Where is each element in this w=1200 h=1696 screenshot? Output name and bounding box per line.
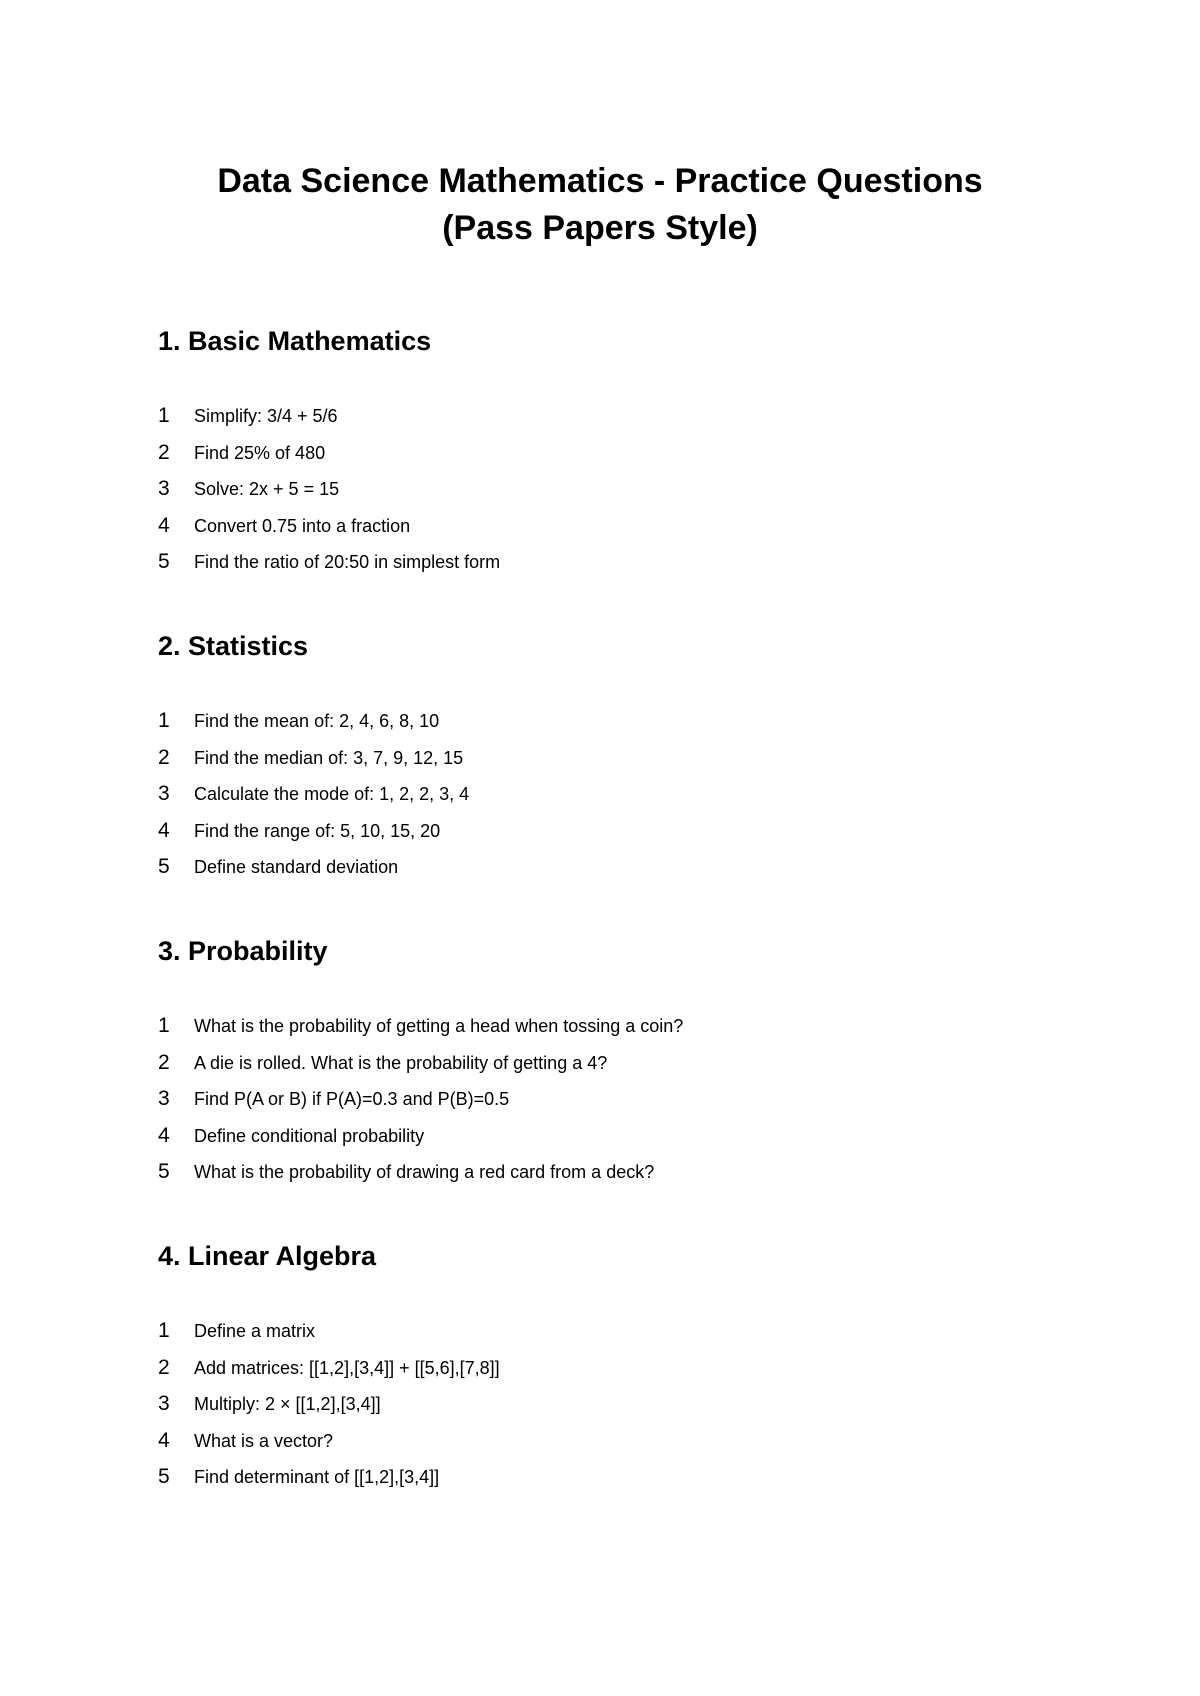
question-text: What is the probability of drawing a red card from a deck? bbox=[194, 1162, 655, 1182]
question-item bbox=[158, 1319, 1058, 1356]
question-item bbox=[158, 404, 1058, 441]
question-item bbox=[158, 1392, 1058, 1429]
question-text: Add matrices: [[1,2],[3,4]] + [[5,6],[7,8]] bbox=[194, 1357, 500, 1378]
question-item bbox=[158, 1124, 1058, 1161]
question-text: Simplify: 3/4 + 5/6 bbox=[194, 406, 338, 426]
question-text: Define conditional probability bbox=[194, 1125, 425, 1146]
section-linear-algebra bbox=[158, 1239, 1058, 1502]
question-text: Convert 0.75 into a fraction bbox=[194, 515, 411, 536]
section-heading: 2. Statistics bbox=[158, 631, 309, 661]
question-number: 1 bbox=[158, 1319, 170, 1342]
question-item bbox=[158, 819, 1058, 856]
question-item bbox=[158, 746, 1058, 783]
question-text: Define standard deviation bbox=[194, 857, 399, 877]
question-item bbox=[158, 550, 1058, 587]
question-text: Find the range of: 5, 10, 15, 20 bbox=[194, 820, 441, 841]
question-number: 3 bbox=[158, 1392, 170, 1415]
question-item bbox=[158, 477, 1058, 514]
question-text: What is the probability of getting a head when tossing a coin? bbox=[194, 1016, 684, 1036]
question-item bbox=[158, 1465, 1058, 1502]
question-text: Find P(A or B) if P(A)=0.3 and P(B)=0.5 bbox=[194, 1089, 510, 1109]
question-number: 4 bbox=[158, 818, 170, 842]
question-number: 5 bbox=[158, 1160, 170, 1183]
section-heading: 3. Probability bbox=[158, 936, 328, 966]
question-text: Define a matrix bbox=[194, 1321, 316, 1341]
question-number: 2 bbox=[158, 1050, 170, 1074]
question-text: Calculate the mode of: 1, 2, 2, 3, 4 bbox=[194, 784, 470, 804]
question-text: Find the mean of: 2, 4, 6, 8, 10 bbox=[194, 711, 440, 731]
document-title bbox=[0, 158, 1200, 252]
section-heading: 4. Linear Algebra bbox=[158, 1241, 377, 1271]
question-number: 4 bbox=[158, 1123, 170, 1147]
question-text: Find the ratio of 20:50 in simplest form bbox=[194, 552, 501, 572]
question-item bbox=[158, 1356, 1058, 1393]
question-number: 1 bbox=[158, 404, 170, 427]
question-item bbox=[158, 514, 1058, 551]
question-text: Find 25% of 480 bbox=[194, 442, 326, 463]
question-item bbox=[158, 1429, 1058, 1466]
question-number: 3 bbox=[158, 782, 170, 805]
question-number: 2 bbox=[158, 1355, 170, 1379]
question-list bbox=[158, 1014, 1058, 1197]
section-basic-mathematics bbox=[158, 324, 1058, 587]
question-list bbox=[158, 1319, 1058, 1502]
question-item bbox=[158, 441, 1058, 478]
question-text: What is a vector? bbox=[194, 1430, 334, 1451]
question-number: 5 bbox=[158, 1465, 170, 1488]
question-item bbox=[158, 709, 1058, 746]
question-item bbox=[158, 1051, 1058, 1088]
question-number: 3 bbox=[158, 477, 170, 500]
question-item bbox=[158, 1014, 1058, 1051]
section-heading: 1. Basic Mathematics bbox=[158, 326, 432, 356]
question-number: 4 bbox=[158, 1428, 170, 1452]
section-statistics bbox=[158, 629, 1058, 892]
section-probability bbox=[158, 934, 1058, 1197]
question-text: Find determinant of [[1,2],[3,4]] bbox=[194, 1467, 440, 1487]
question-list bbox=[158, 709, 1058, 892]
question-text: Solve: 2x + 5 = 15 bbox=[194, 479, 340, 499]
question-item bbox=[158, 1087, 1058, 1124]
question-item bbox=[158, 1160, 1058, 1197]
question-number: 2 bbox=[158, 745, 170, 769]
question-number: 1 bbox=[158, 1014, 170, 1037]
question-text: A die is rolled. What is the probability of getting a 4? bbox=[194, 1052, 608, 1073]
title-line-1: Data Science Mathematics - Practice Questions bbox=[217, 162, 983, 200]
title-line-2: (Pass Papers Style) bbox=[442, 209, 758, 247]
question-number: 3 bbox=[158, 1087, 170, 1110]
question-number: 4 bbox=[158, 513, 170, 537]
question-number: 1 bbox=[158, 709, 170, 732]
question-text: Multiply: 2 × [[1,2],[3,4]] bbox=[194, 1394, 381, 1414]
question-number: 5 bbox=[158, 550, 170, 573]
question-number: 5 bbox=[158, 855, 170, 878]
question-item bbox=[158, 855, 1058, 892]
question-list bbox=[158, 404, 1058, 587]
question-text: Find the median of: 3, 7, 9, 12, 15 bbox=[194, 747, 464, 768]
question-number: 2 bbox=[158, 440, 170, 464]
question-item bbox=[158, 782, 1058, 819]
